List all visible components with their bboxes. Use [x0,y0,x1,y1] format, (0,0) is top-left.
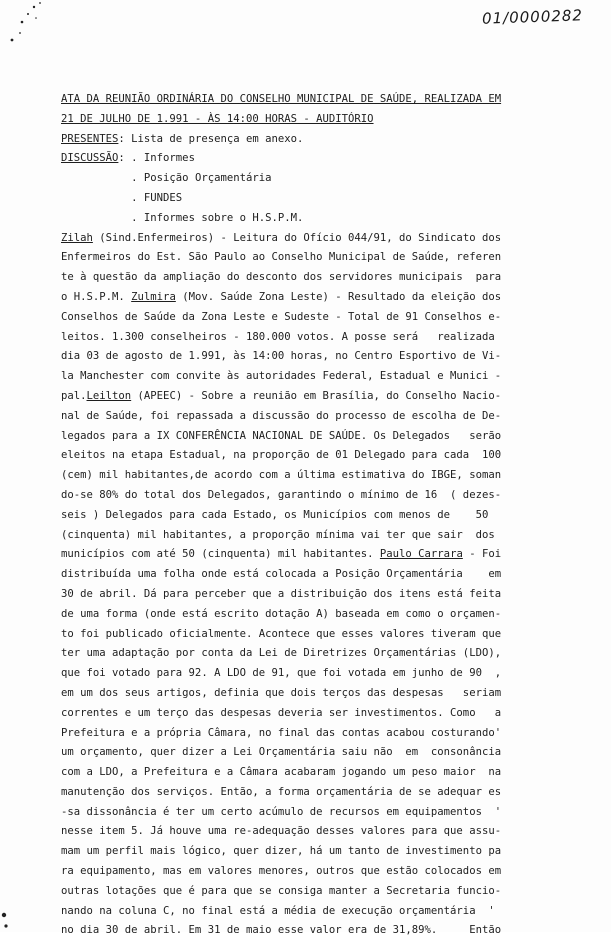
discussao-item [61,209,559,229]
body-line: (cem) mil habitantes,de acordo com a última estimativa do IBGE, soman [61,469,502,482]
title-line: ATA DA REUNIÃO ORDINÁRIA DO CONSELHO MUNICIPAL DE SAÚDE, REALIZADA EM [61,93,502,105]
body-line: seis ) Delegados para cada Estado, os Municípios com menos de 50 [61,508,489,521]
body-line: eleitos na etapa Estadual, na proporção de 01 Delegado para cada 100 [61,449,502,462]
speaker-name: Paulo Carrara [379,548,463,561]
discussao-item: : . Informes [118,152,195,165]
presentes-text: : Lista de presença em anexo. [118,132,304,145]
body-line: do-se 80% do total dos Delegados, garantindo o mínimo de 16 ( dezes- [61,488,502,501]
presentes-line [61,130,559,150]
body-line: manutenção dos serviços. Então, a forma orçamentária de se adequar es [61,785,502,798]
presentes-label: PRESENTES [61,132,119,145]
title-line: 21 DE JULHO DE 1.991 - ÀS 14:00 HORAS - AUDITÓRIO [61,112,374,125]
body-line: -sa dissonância é ter um certo acúmulo de recursos em equipamentos ' [61,805,502,818]
body-line: pal.Leilton (APEEC) - Sobre a reunião em Brasília, do Conselho Nacio- [61,389,502,402]
discussao-item [61,189,559,209]
meeting-minutes-text [61,90,559,941]
speaker-name: Leilton [86,389,132,402]
speaker-name: Zulmira [131,290,176,303]
body-line: Zilah (Sind.Enfermeiros) - Leitura do Ofício 044/91, do Sindicato dos [61,231,502,244]
body-line: que foi votado para 92. A LDO de 91, que foi votada em junho de 90 , [61,667,502,680]
body-line: municípios com até 50 (cinquenta) mil habitantes. Paulo Carrara - Foi [61,548,502,561]
body-line: Enfermeiros do Est. São Paulo ao Conselho Municipal de Saúde, referen [61,251,502,264]
body-line: em um dos seus artigos, definia que dois terços das despesas seriam [61,686,502,699]
body-line: to foi publicado oficialmente. Acontece que esses valores tiveram que [61,627,502,640]
discussao-block [61,149,559,228]
body-line: leitos. 1.300 conselheiros - 180.000 votos. A posse será realizada [61,330,495,343]
body-line: de uma forma (onde está escrito dotação A) baseada em como o orçamen- [61,607,502,620]
body-line: nesse item 5. Já houve uma re-adequação desses valores para que assu- [61,825,502,838]
body-line: ra equipamento, mas em valores menores, outros que estão colocados em [61,865,502,878]
body-line: nando na coluna C, no final está a média de execução orçamentária ' [61,904,495,917]
body-line: ter uma adaptação por conta da Lei de Diretrizes Orçamentárias (LDO), [61,647,502,660]
body-line: outras lotações que é para que se consiga manter a Secretaria funcio- [61,884,502,897]
discussao-item-text: . FUNDES [118,191,183,204]
discussao-item-text: . Posição Orçamentária [118,172,272,185]
body-line: Conselhos de Saúde da Zona Leste e Sudeste - Total de 91 Conselhos e- [61,310,502,323]
document-stamp-number: 01/0000282 [481,6,584,28]
discussao-item [61,169,559,189]
body-line: o H.S.P.M. Zulmira (Mov. Saúde Zona Leste) - Resultado da eleição dos [61,290,502,303]
body-line: te à questão da ampliação do desconto dos servidores municipais para [61,271,502,284]
body-line: Prefeitura e a própria Câmara, no final das contas acabou costurando' [61,726,502,739]
discussao-label: DISCUSSÃO [61,152,119,165]
discussao-item-text: . Informes sobre o H.S.P.M. [118,211,304,224]
body-line: no dia 30 de abril. Em 31 de maio esse valor era de 31,89%. Então [61,924,502,937]
body-line: la Manchester com convite às autoridades Federal, Estadual e Munici - [61,370,502,383]
discussao-line [61,149,559,169]
speaker-name: Zilah [61,231,93,244]
body-line: um orçamento, quer dizer a Lei Orçamentária saiu não em consonância [61,746,502,759]
document-title [61,90,559,130]
body-line: correntes e um terço das despesas deveria ser investimentos. Como a [61,706,502,719]
body-line: (cinquenta) mil habitantes, a proporção mínima vai ter que sair dos [61,528,495,541]
body-line: legados para a IX CONFERÊNCIA NACIONAL DE SAÚDE. Os Delegados serão [61,429,502,442]
body-line: distribuída uma folha onde está colocada a Posição Orçamentária em [61,568,502,581]
body-line: mam um perfil mais lógico, quer dizer, há um tanto de investimento pa [61,845,502,858]
body-line: com a LDO, a Prefeitura e a Câmara acabaram jogando um peso maior na [61,766,502,779]
body-line: dia 03 de agosto de 1.991, às 14:00 horas, no Centro Esportivo de Vi- [61,350,502,363]
body-line: 30 de abril. Dá para perceber que a distribuição dos itens está feita [61,587,502,600]
minutes-body [61,229,559,941]
body-line: nal de Saúde, foi repassada a discussão do processo de escolha de De- [61,409,502,422]
